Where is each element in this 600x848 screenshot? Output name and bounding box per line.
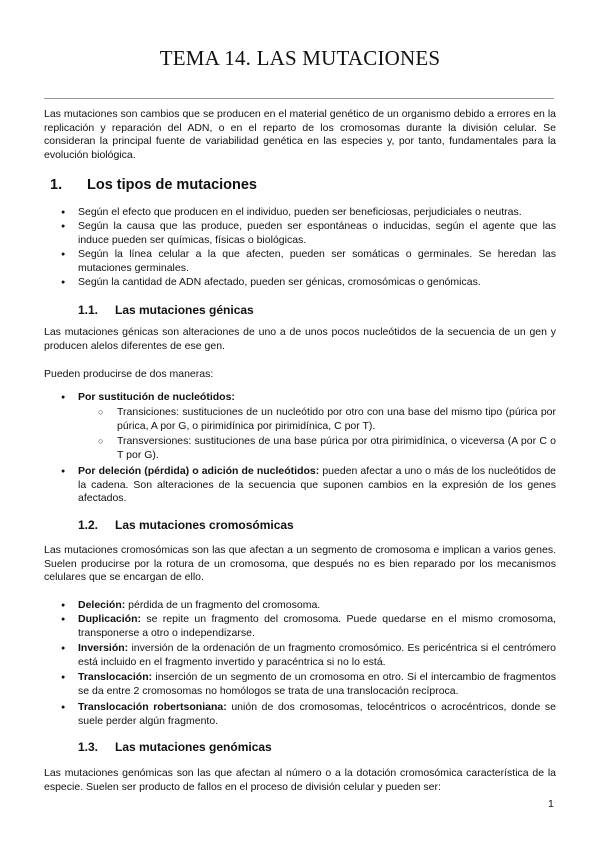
section-1-3-number: 1.3. xyxy=(78,740,99,754)
item-text: inversión de la ordenación de un fragmento cromosómico. Es pericéntrica si el centrómero está incluido en el fragmento invertido y paracéntrica si no lo está. xyxy=(78,642,556,668)
section-1-1-number: 1.1. xyxy=(78,303,99,317)
list-item: ● Según la línea celular a la que afecten, pueden ser somáticas o germinales. Se heredan las mutaciones germinales. xyxy=(78,248,556,275)
list-item: ● Según la cantidad de ADN afectado, pueden ser génicas, cromosómicas o genómicas. xyxy=(78,276,556,290)
section-1-title: Los tipos de mutaciones xyxy=(87,177,257,193)
section-1-3-paragraph: Las mutaciones genómicas son las que afectan al número o a la dotación cromosómica característica de la especie. Suelen ser producto de fallos en el proceso de división celular y pueden ser: xyxy=(44,767,556,793)
delecion-label: Por deleción (pérdida) o adición de nucleótidos: xyxy=(78,465,320,477)
item-text: se repite un fragmento del cromosoma. Puede quedarse en el mismo cromosoma, transponerse a otro o independizarse. xyxy=(78,613,556,639)
sub-list-item: ○ Transiciones: sustituciones de un nucleótido por otro con una base del mismo tipo (púrica por púrica, A por G, o pirimidínica por pirimidínica, C por T). xyxy=(117,406,556,433)
item-label: Deleción: xyxy=(78,599,126,611)
section-1-3-heading xyxy=(78,740,272,754)
item-text: inserción de un segmento de un cromosoma en otro. Si el intercambio de fragmentos se da entre 2 cromosomas no homólogos se trata de una translocación recíproca. xyxy=(78,671,556,697)
item-label: Translocación robertsoniana: xyxy=(78,701,227,713)
section-1-1-heading xyxy=(78,303,254,317)
list-item xyxy=(78,671,556,698)
section-1-2-title: Las mutaciones cromosómicas xyxy=(115,518,294,532)
section-1-2-heading xyxy=(78,518,294,532)
delecion-text: pueden afectar a uno o más de los nucleótidos de la cadena. Son alteraciones de la secuencia que suponen cambios en la expresión de los genes afectados. xyxy=(78,465,557,505)
section-1-1-paragraph: Las mutaciones génicas son alteraciones de uno a de unos pocos nucleótidos de la secuencia de un gen y producen alelos diferentes de ese gen. xyxy=(44,326,556,352)
page-number: 1 xyxy=(548,798,554,810)
list-item xyxy=(78,701,556,728)
item-text: pérdida de un fragmento del cromosoma. xyxy=(125,599,321,611)
section-1-3-title: Las mutaciones genómicas xyxy=(115,740,272,754)
list-item: ● Según el efecto que producen en el individuo, pueden ser beneficiosas, perjudiciales o neutras. xyxy=(78,206,556,220)
item-label: Inversión: xyxy=(78,642,129,654)
list-item xyxy=(78,391,556,405)
title-divider xyxy=(44,98,554,99)
section-1-2-paragraph: Las mutaciones cromosómicas son las que afectan a un segmento de cromosoma e implican a varios genes. Suelen producirse por la rotura de un cromosoma, que después no es bien reparado por los mecanismos celulares que se encargan de ello. xyxy=(44,544,556,584)
sustitucion-label: Por sustitución de nucleótidos: xyxy=(78,391,235,403)
list-item xyxy=(78,465,556,506)
list-item xyxy=(78,613,556,640)
section-1-1-title: Las mutaciones génicas xyxy=(115,303,254,317)
list-item xyxy=(78,642,556,669)
list-item xyxy=(78,599,556,613)
section-1-2-number: 1.2. xyxy=(78,518,99,532)
item-label: Translocación: xyxy=(78,671,153,683)
page-title: TEMA 14. LAS MUTACIONES xyxy=(159,46,441,70)
item-text: unión de dos cromosomas, telocéntricos o acrocéntricos, donde se suele perder algún fragmento. xyxy=(78,701,556,727)
section-1-number: 1. xyxy=(50,177,63,193)
section-1-heading xyxy=(44,177,257,193)
item-label: Duplicación: xyxy=(78,613,142,625)
section-1-1-intro: Pueden producirse de dos maneras: xyxy=(44,368,214,380)
intro-paragraph: Las mutaciones son cambios que se producen en el material genético de un organismo debido a errores en la replicación y reparación del ADN, o en el reparto de los cromosomas durante la división celular. Se consideran la principal fuente de variabilidad genética en las especies y, por tanto, fundamentales para la evolución biológica. xyxy=(44,108,556,161)
list-item: ● Según la causa que las produce, pueden ser espontáneas o inducidas, según el agente que las induce pueden ser químicas, físicas o biológicas. xyxy=(78,220,556,247)
sub-list-item: ○ Transversiones: sustituciones de una base púrica por otra pirimidínica, o viceversa (A por C o T por G). xyxy=(117,435,556,462)
